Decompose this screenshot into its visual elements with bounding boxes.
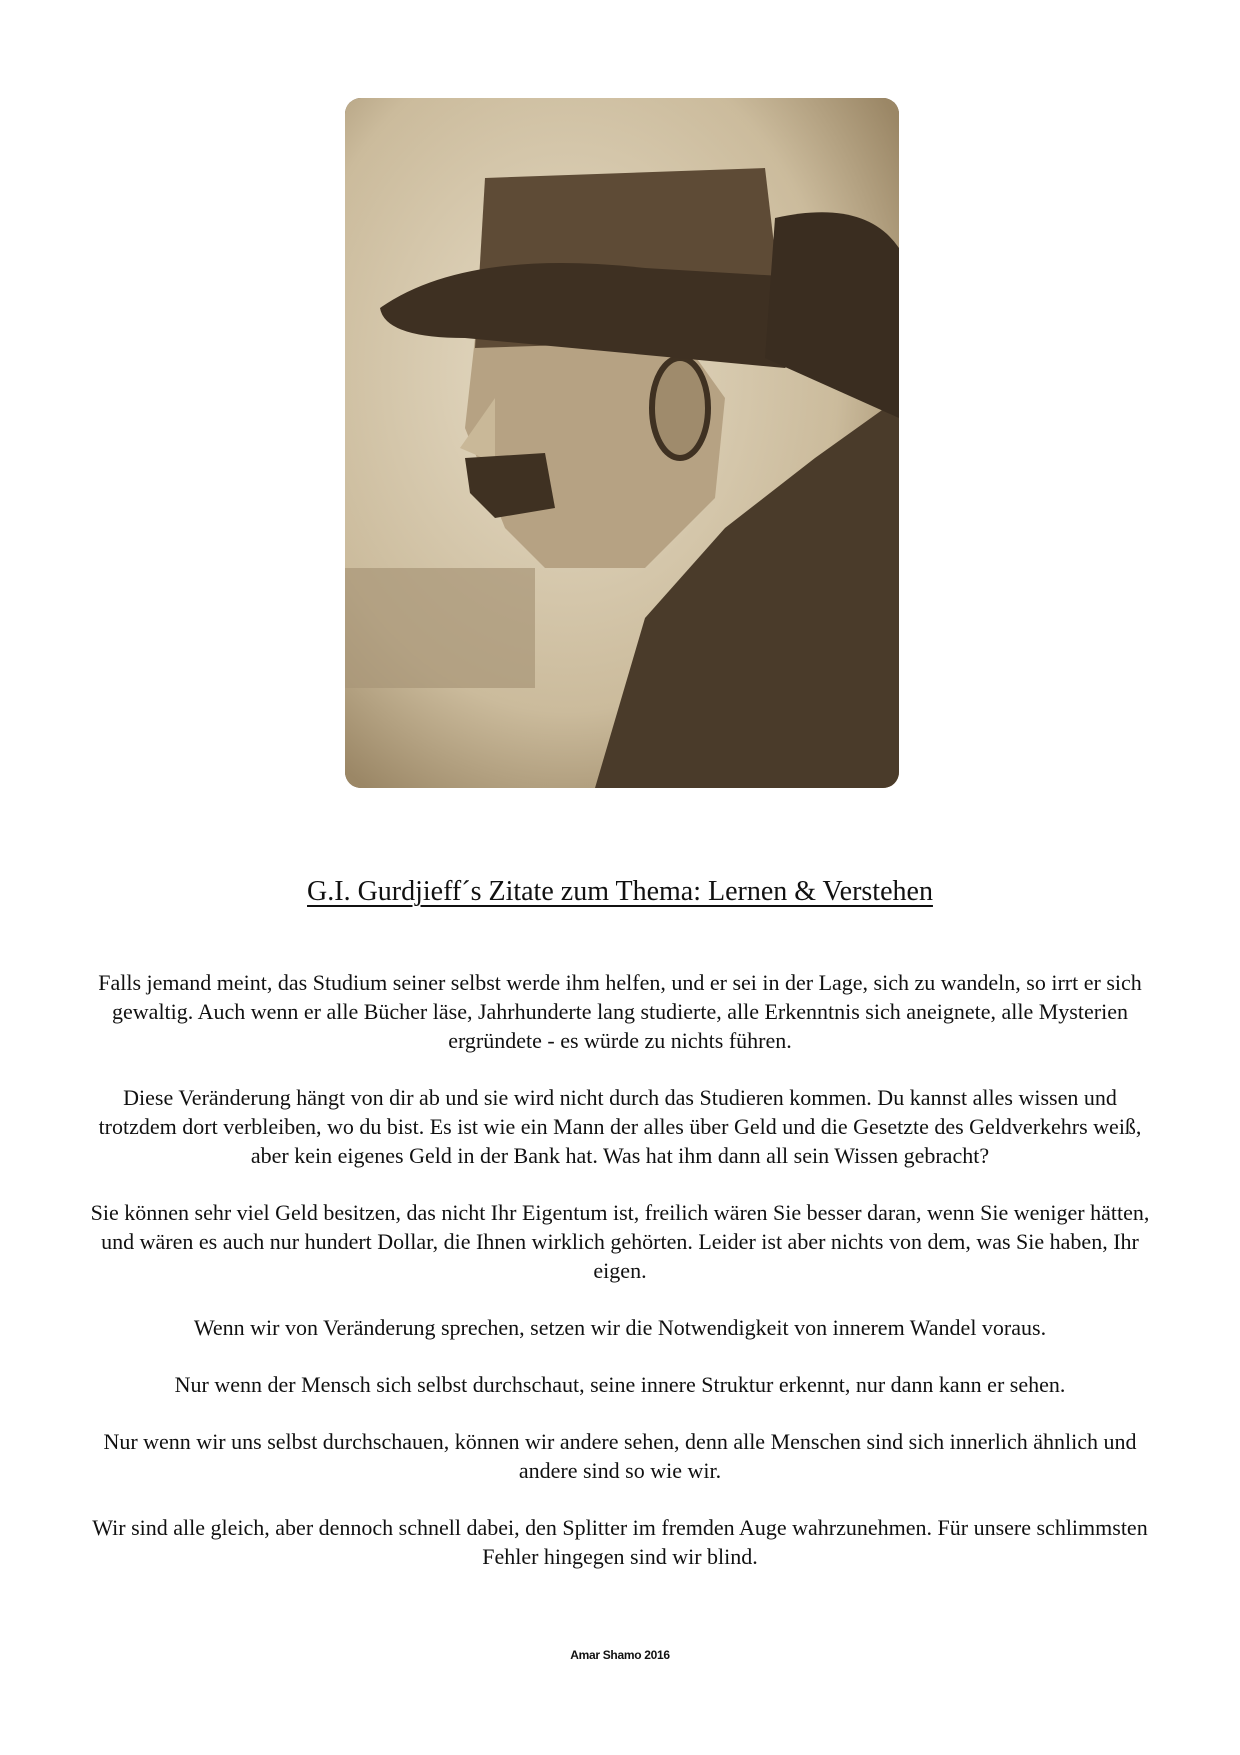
portrait-illustration	[345, 98, 899, 788]
quote-paragraph: Sie können sehr viel Geld besitzen, das nicht Ihr Eigentum ist, freilich wären Sie besser daran, wenn Sie weniger hätten, und wären es auch nur hundert Dollar, die Ihnen wirklich gehörten. Leider ist aber nichts von dem, was Sie haben, Ihr eigen.	[90, 1200, 1150, 1283]
quote-paragraph: Falls jemand meint, das Studium seiner selbst werde ihm helfen, und er sei in der Lage, sich zu wandeln, so irrt er sich gewaltig. Auch wenn er alle Bücher läse, Jahrhunderte lang studierte, alle Erkenntnis sich aneignete, alle Mysterien ergründete - es würde zu nichts führen.	[98, 970, 1142, 1053]
quote-paragraph: Diese Veränderung hängt von dir ab und sie wird nicht durch das Studieren kommen. Du kannst alles wissen und trotzdem dort verbleiben, wo du bist. Es ist wie ein Mann der alles über Geld und die Gesetzte des Geldverkehrs weiß, aber kein eigenes Geld in der Bank hat. Was hat ihm dann all sein Wissen gebracht?	[98, 1085, 1142, 1168]
quote-paragraph: Wir sind alle gleich, aber dennoch schnell dabei, den Splitter im fremden Auge wahrzunehmen. Für unsere schlimmsten Fehler hingegen sind wir blind.	[92, 1515, 1148, 1569]
quote-paragraph: Nur wenn der Mensch sich selbst durchschaut, seine innere Struktur erkennt, nur dann kann er sehen.	[174, 1372, 1066, 1397]
quote-list	[90, 968, 1150, 1599]
quote-paragraph: Wenn wir von Veränderung sprechen, setzen wir die Notwendigkeit von innerem Wandel voraus.	[193, 1315, 1047, 1340]
quote-paragraph: Nur wenn wir uns selbst durchschauen, können wir andere sehen, denn alle Menschen sind sich innerlich ähnlich und andere sind so wie wir.	[103, 1429, 1137, 1483]
portrait-photo	[345, 98, 899, 788]
author-credit: Amar Shamo 2016	[570, 1648, 670, 1662]
page-title: G.I. Gurdjieff´s Zitate zum Thema: Lernen & Verstehen	[307, 876, 933, 907]
